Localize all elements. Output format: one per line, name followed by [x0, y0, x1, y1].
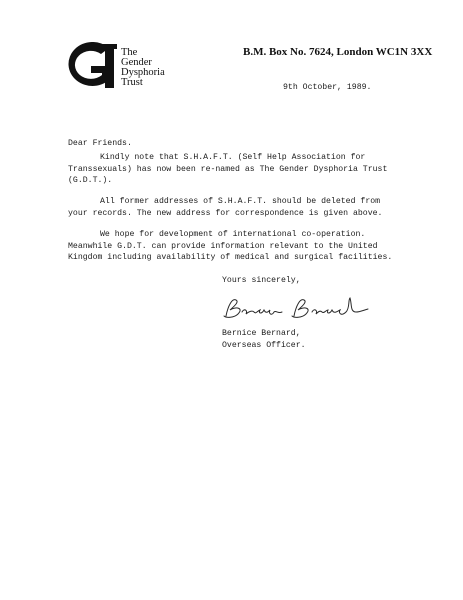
paragraph-line: We hope for development of international co-operation.	[100, 230, 366, 239]
paragraph-line: Kindly note that S.H.A.F.T. (Self Help Association for	[100, 153, 366, 162]
closing: Yours sincerely,	[222, 276, 301, 285]
paragraph-line: (G.D.T.).	[68, 176, 113, 185]
paragraph-1	[68, 152, 387, 187]
paragraph-line: All former addresses of S.H.A.F.T. should be deleted from	[100, 197, 381, 206]
signer-block	[222, 328, 306, 351]
handwritten-signature	[218, 292, 378, 324]
paragraph-line: Meanwhile G.D.T. can provide information relevant to the United	[68, 241, 378, 251]
org-line: Dysphoria	[121, 67, 165, 78]
gd-monogram-icon	[57, 42, 119, 90]
org-line: Gender	[121, 57, 152, 68]
paragraph-line: Kingdom including availability of medical and surgical facilities.	[68, 253, 393, 262]
paragraph-3	[68, 229, 392, 264]
org-line: The	[121, 47, 138, 58]
organization-name	[121, 48, 165, 88]
paragraph-line: your records. The new address for correspondence is given above.	[68, 208, 383, 218]
paragraph-line: Transsexuals) has now been re-named as The Gender Dysphoria Trust	[68, 164, 388, 174]
signer-name: Bernice Bernard,	[222, 329, 301, 338]
signer-title: Overseas Officer.	[222, 340, 306, 350]
org-line: Trust	[121, 77, 143, 88]
letter-date: 9th October, 1989.	[283, 83, 372, 92]
letterhead-address: B.M. Box No. 7624, London WC1N 3XX	[243, 46, 433, 58]
salutation: Dear Friends.	[68, 139, 132, 148]
paragraph-2	[68, 196, 382, 219]
